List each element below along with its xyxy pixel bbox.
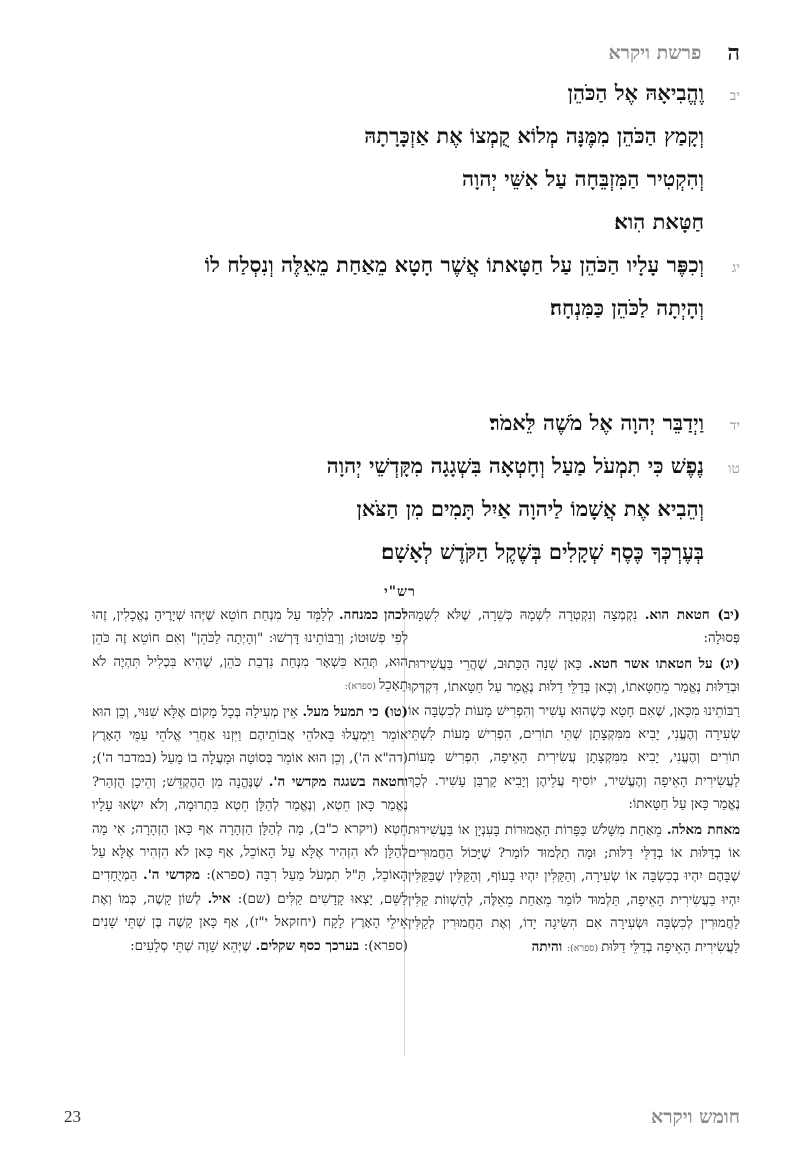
verse-text: חַטָּאת הִוא׃ [614,209,704,234]
rashi-text: שֶׁנֶּהֱנָה מִן הַהֶקְדֵּשׁ; וְהֵיכָן הֻזְהַר? נֶאֱמַר כָּאן חֵטְא, וְנֶאֱמַר לְהַלָּן חֵטְא בִּתְרוּמָה, וְלֹא יִשְׂאוּ עָלָיו חֵטְא (ויקרא כ"ב), מָה לְהַלָּן הַזְהָרָה אַף כָּאן הַזְהָרָה; אִי מָה לְהַלָּן לֹא הִזְהִיר אֶלָּא עַל הָאוֹכֵל, אַף כָּאן לֹא הִזְהִיר אֶלָּא עַל הָאוֹכֵל, תַּ"ל תִמְעֹל מַעַל רִבָּה (ספרא): [92,774,408,884]
rashi-comment [92,701,408,958]
rashi-text: מֵאַחַת מִשָּׁלֹשׁ כַּפָּרוֹת הָאֲמוּרוֹת בָּעִנְיָן אוֹ בַּעֲשִׁירוּת אוֹ בְדַלּוּת אוֹ בְדַלֵּי דַלּוּת; וּמָה תַלְמוּד לוֹמַר? שֶׁיָּכוֹל הַחֲמוּרִים שֶׁבָּהֶם יִהְיוּ בְכִשְׂבָּה אוֹ שְׂעִירָה, וְהַקַּלִּין יִהְיוּ בָעוֹף, וְהַקַּלִּין שֶׁבַּקַּלִּין יִהְיוּ בַעֲשִׂירִית הָאֵיפָה, תַּלְמוּד לוֹמַר מֵאַחַת מֵאֵלֶּה, לְהַשְׁווֹת קַלִּין לַחֲמוּרִין לְכִשְׂבָּה וּשְׂעִירָה אִם הִשִּׂיגָה יָדוֹ, וְאֶת הַחֲמוּרִין לְקַלִּין לַעֲשִׂירִית הָאֵיפָה בְדַלֵּי דַלּוּת [408,822,740,955]
verse-text: וְהָיְתָה לַכֹּהֵן כַּמִּנְחָה׃ [549,295,704,320]
rashi-dibur-hamatchil: איל. [207,890,238,907]
rashi-text: לְלַמֵּד עַל מִנְחַת חוֹטֵא שֶׁיְּהוּ שְׁיָרֶיהָ נֶאֱכָלִין, זֶהוּ לְפִי פְשׁוּטוֹ; וְרַבּוֹתֵינוּ דָּרְשׁוּ: "וְהָיְתָה לַכֹּהֵן" וְאִם חוֹטֵא זֶה כֹּהֵן הוּא, תְּהֵא כִּשְׁאָר מִנְחַת נִדְבַת כֹּהֵן, שֶׁהִיא בִּכְלִיל תִּהְיֶה לֹא תֵאָכֵל [92,608,408,694]
rashi-dibur-hamatchil: וחטאה בשגגה מקדשי ה'. [268,773,408,790]
rashi-comment [408,653,740,817]
verse-text: וְכִפֶּר עָלָיו הַכֹּהֵן עַל חַטָּאתוֹ אֲשֶׁר חָטָא מֵאַחַת מֵאֵלֶּה וְנִסְלַח לוֹ [204,252,704,277]
rashi-text: נִקְמְצָה וְנִקְטְרָה לִשְׁמָהּ כְּשֵׁרָה, שֶׁלֹּא לִשְׁמָהּ פְּסוּלָה: [408,608,740,647]
rashi-text: לְשׁוֹן קָשֶׁה, כְּמוֹ וְאֶת אֵילֵי הָאָרֶץ לָקָח (יחזקאל י"ז), אַף כָּאן קָשֶׁה בֶּן שְׁתֵּי שָׁנִים (ספרא): [92,891,408,954]
rashi-column-right [408,604,740,962]
verse-line [30,453,740,496]
page-letter: ה [727,40,740,66]
rashi-source: (ספרא): [566,942,602,954]
verse-line [30,166,740,209]
rashi-column-left [92,604,408,960]
verse-line [30,539,740,582]
verse-number: יב [729,88,740,104]
rashi-text: הַמְיֻחָדִים לַשֵּׁם, יָצְאוּ קָדָשִׁים קַלִּים (שם): [92,868,408,907]
verse-line [30,410,740,453]
rashi-comment [408,819,740,960]
rashi-dibur-hamatchil: מקדשי ה'. [143,867,207,884]
verse-number: יג [731,260,740,276]
rashi-text: שֶׁיְּהֵא שָׁוֶה שְׁתֵּי סְלָעִים: [130,938,256,954]
rashi-source: (ספרא): [344,681,379,693]
verse-text: וַיְדַבֵּר יְהוָה אֶל מֹשֶׁה לֵּאמֹר׃ [489,410,704,435]
verses-block-top [30,80,740,338]
rashi-title: רש"י [384,584,416,600]
verse-line [30,496,740,539]
verse-number: טו [727,461,740,477]
verse-text: וֶהֱבִיאָהּ אֶל הַכֹּהֵן [567,80,704,105]
rashi-comment [92,604,408,699]
rashi-text: כָּאן שָׁנָה הַכָּתוּב, שֶׁהֲרֵי בַּעֲשִׁירוּת וּבְדַלּוּת נֶאֱמַר מֵחַטָּאתוֹ, וְכָאן בְּדַלֵּי דַלּוּת נֶאֱמַר עַל חַטָּאתוֹ, דִּקְדְּקוּ רַבּוֹתֵינוּ מִכָּאן, שֶׁאִם חָטָא כְּשֶׁהוּא עָשִׁיר וְהִפְרִישׁ מָעוֹת לְכִשְׂבָּה אוֹ שְׂעִירָה וְהֶעֱנִי, יָבִיא מִמִּקְצָתָן שְׁתֵּי תוֹרִים, הִפְרִישׁ מָעוֹת לִשְׁתֵּי תוֹרִים וְהֶעֱנִי, יָבִיא מִמִּקְצָתָן עֲשִׂירִית הָאֵיפָה, הִפְרִישׁ מָעוֹת לַעֲשִׂירִית הָאֵיפָה וְהֶעֱשִׁיר, יוֹסִיף עֲלֵיהֶן וְיָבִיא קָרְבַּן עָשִׁיר. לְכָךְ נֶאֱמַר כָּאן עַל חַטָּאתוֹ: [408,656,740,813]
verse-line [30,209,740,252]
rashi-text: אֵין מְעִילָה בְּכָל מָקוֹם אֶלָּא שִׁנּוּי, וְכֵן הוּא אוֹמֵר וַיִּמְעֲלוּ בֵּאלֹהֵי אֲבוֹתֵיהֶם וַיִּזְנוּ אַחֲרֵי אֱלֹהֵי עַמֵּי הָאָרֶץ (דה"א ה'), וְכֵן הוּא אוֹמֵר בְּסוֹטָה וּמָעֲלָה בוֹ מָעַל (במדבר ה'); [92,704,408,767]
rashi-dibur-hamatchil: (יג) על חטאתו אשר חטא. [588,655,740,672]
rashi-comment [408,604,740,651]
parasha-title: פרשת ויקרא [608,41,702,64]
verse-line [30,295,740,338]
rashi-dibur-hamatchil: והיתה [531,938,567,955]
rashi-dibur-hamatchil: (טו) כי תמעל מעל. [302,703,408,720]
verses-block-bottom [30,410,740,582]
verse-line [30,252,740,295]
page-footer [64,1103,740,1131]
verse-line [30,123,740,166]
page-number: 23 [64,1107,81,1126]
verse-number: יד [729,418,740,434]
rashi-dibur-hamatchil: (יב) חטאת הוא. [644,607,741,623]
rashi-dibur-hamatchil: מאחת מאלה. [666,821,741,838]
book-title: חומש ויקרא [651,1105,740,1128]
verse-text: וְהִקְטִיר הַמִּזְבֵּחָה עַל אִשֵּׁי יְהוָה [461,166,704,191]
verse-text: נֶפֶשׁ כִּי תִמְעֹל מַעַל וְחָטְאָה בִּשְׁגָגָה מִקָּדְשֵׁי יְהוָה [326,453,704,478]
running-head [64,38,740,68]
rashi-dibur-hamatchil: לכהן כמנחה. [339,607,408,623]
verse-line [30,80,740,123]
verse-text: וְהֵבִיא אֶת אֲשָׁמוֹ לַיהוָה אַיִל תָּמִים מִן הַצֹּאן [356,496,704,521]
verse-text: וְקָמַץ הַכֹּהֵן מִמֶּנָּה מְלוֹא קֻמְצוֹ אֶת אַזְכָּרָתָהּ [364,123,704,148]
verse-text: בְּעֶרְכְּךָ כֶּסֶף שְׁקָלִים בְּשֶׁקֶל הַקֹּדֶשׁ לְאָשָׁם׃ [381,539,704,564]
rashi-dibur-hamatchil: בערכך כסף שקלים. [255,937,364,954]
